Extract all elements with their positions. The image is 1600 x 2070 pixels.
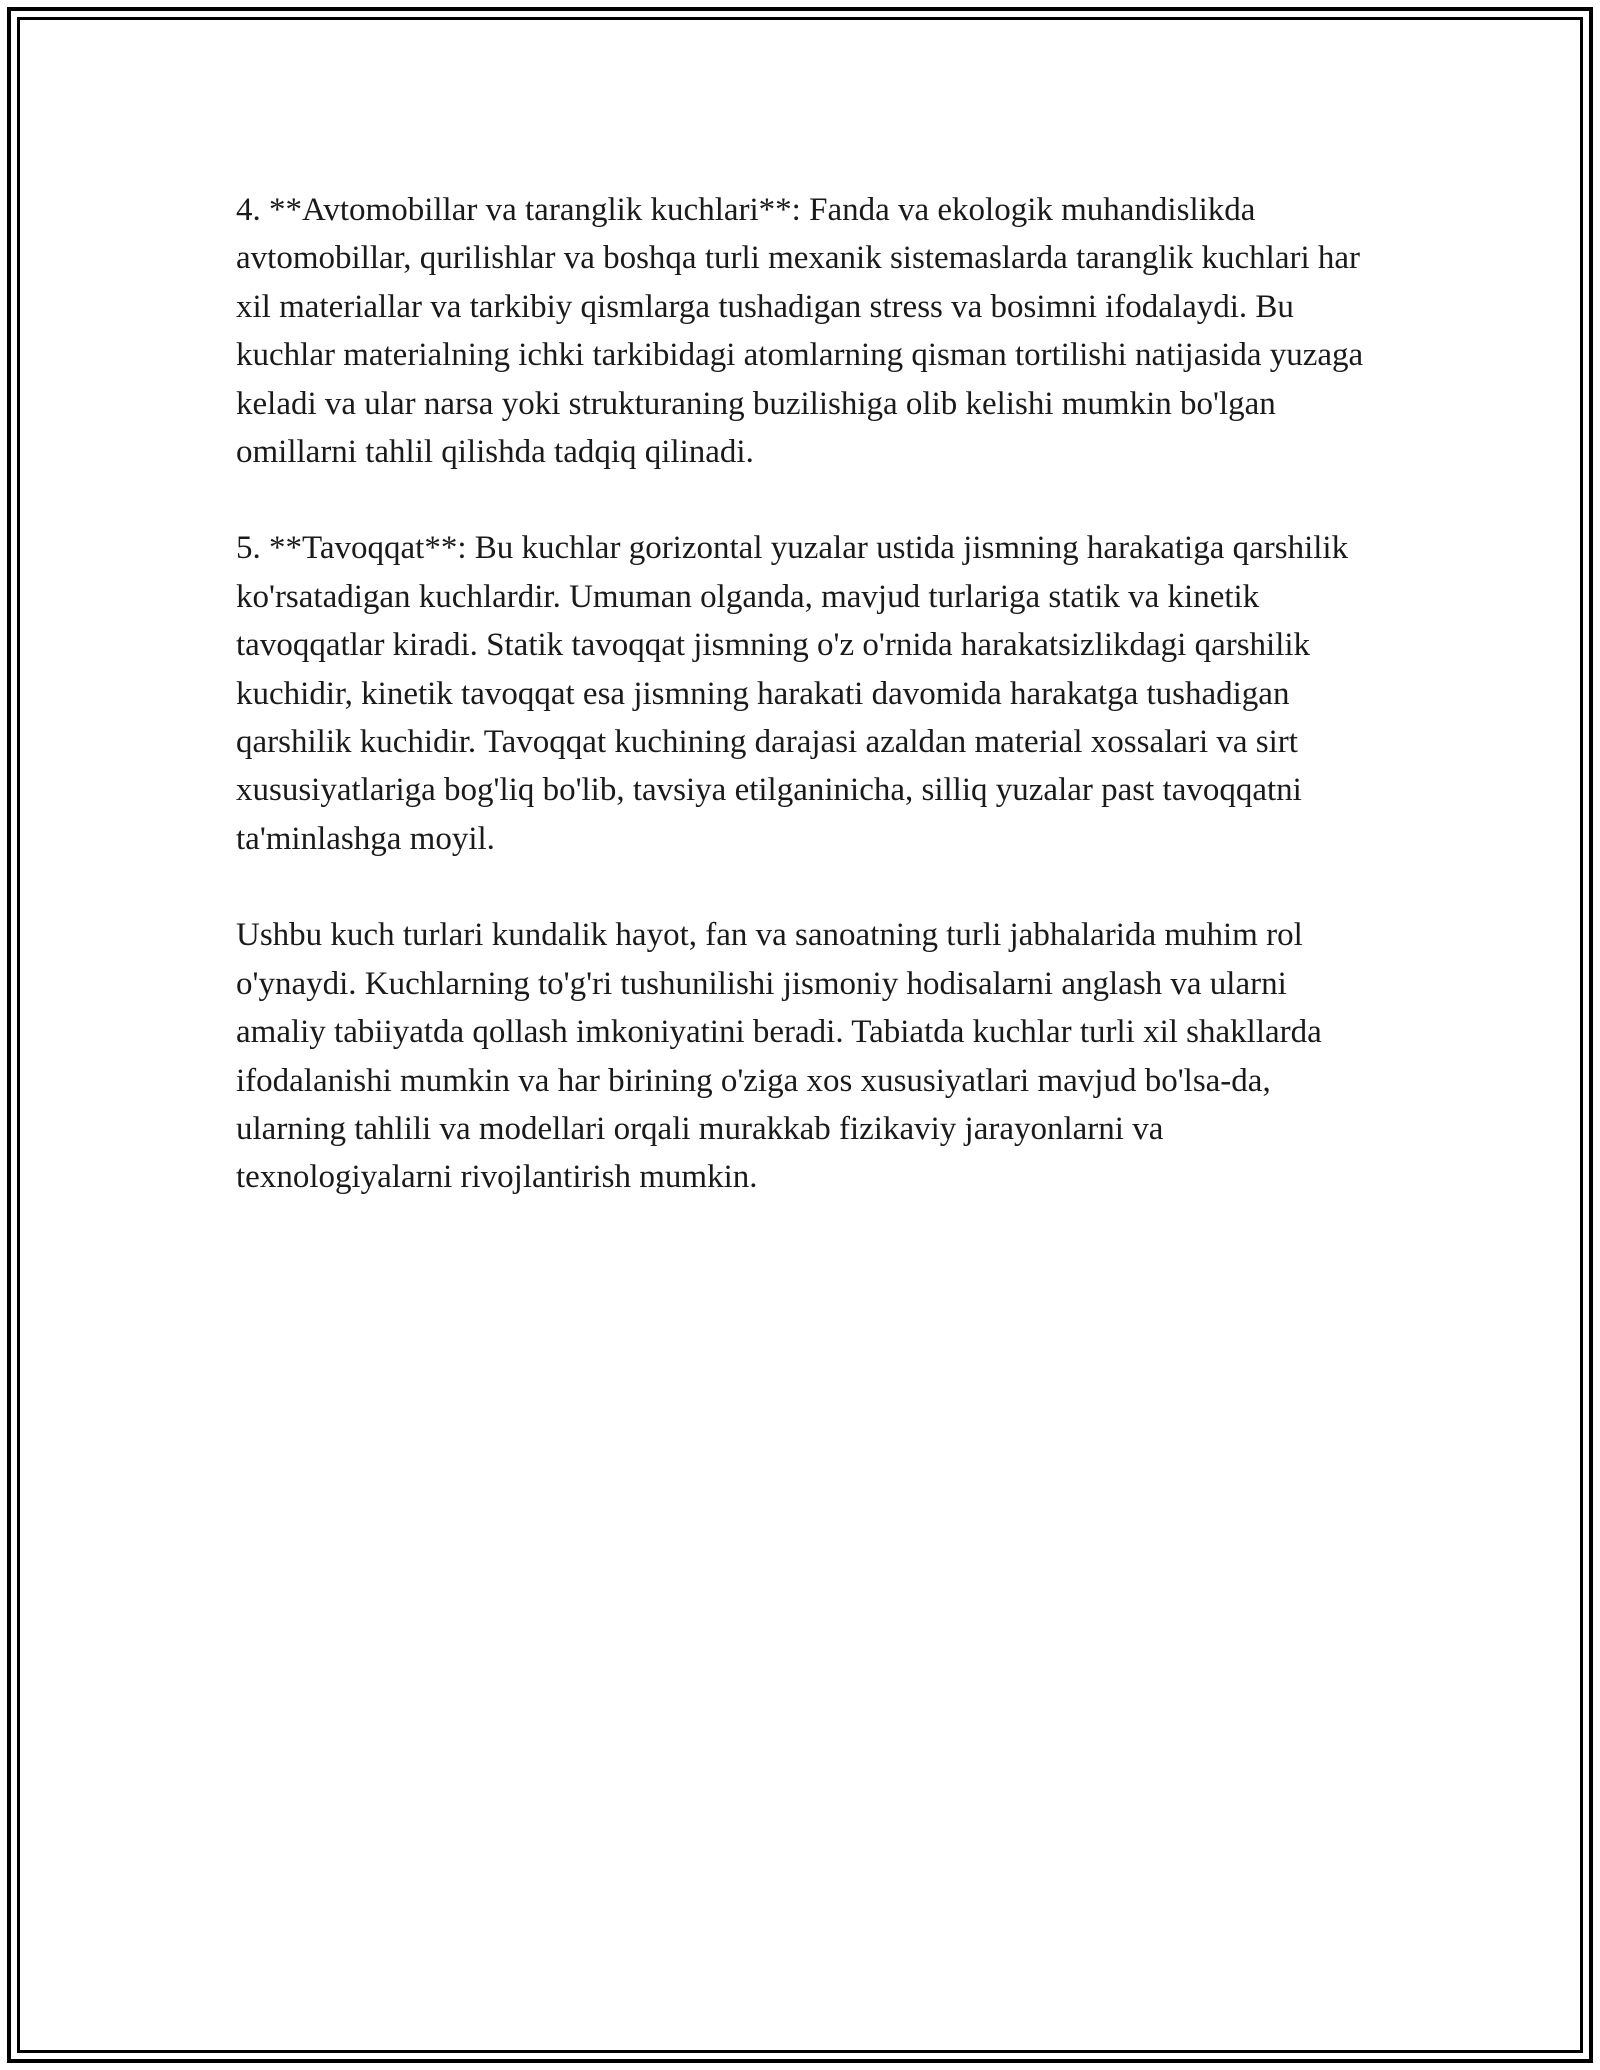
paragraph-friction: 5. **Tavoqqat**: Bu kuchlar gorizontal yuzalar ustida jismning harakatiga qarshilik ko'rsatadigan kuchlardir. Umuman olganda, mavjud turlariga statik va kinetik tavoqqatlar kiradi. Statik tavoqqat jismning o'z o'rnida harakatsizlikdagi qarshilik kuchidir, kinetik tavoqqat esa jismning harakati davomida harakatga tushadigan qarshilik kuchidir. Tavoqqat kuchining darajasi azaldan material xossalari va sirt xususiyatlariga bog'liq bo'lib, tavsiya etilganinicha, silliq yuzalar past tavoqqatni ta'minlashga moyil. bbox=[236, 530, 1349, 857]
paragraph-tension-forces: 4. **Avtomobillar va taranglik kuchlari**: Fanda va ekologik muhandislikda avtomobillar, qurilishlar va boshqa turli mexanik sistemaslarda taranglik kuchlari har xil materiallar va tarkibiy qismlarga tushadigan stress va bosimni ifodalaydi. Bu kuchlar materialning ichki tarkibidagi atomlarning qisman tortilishi natijasida yuzaga keladi va ular narsa yoki strukturaning buzilishiga olib kelishi mumkin bo'lgan omillarni tahlil qilishda tadqiq qilinadi. bbox=[236, 192, 1364, 471]
document-body bbox=[236, 186, 1376, 1250]
paragraph-conclusion: Ushbu kuch turlari kundalik hayot, fan va sanoatning turli jabhalarida muhim rol o'ynaydi. Kuchlarning to'g'ri tushunilishi jismoniy hodisalarni anglash va ularni amaliy tabiiyatda qollash imkoniyatini beradi. Tabiatda kuchlar turli xil shakllarda ifodalanishi mumkin va har birining o'ziga xos xususiyatlari mavjud bo'lsa-da, ularning tahlili va modellari orqali murakkab fizikaviy jarayonlarni va texnologiyalarni rivojlantirish mumkin. bbox=[236, 917, 1322, 1196]
